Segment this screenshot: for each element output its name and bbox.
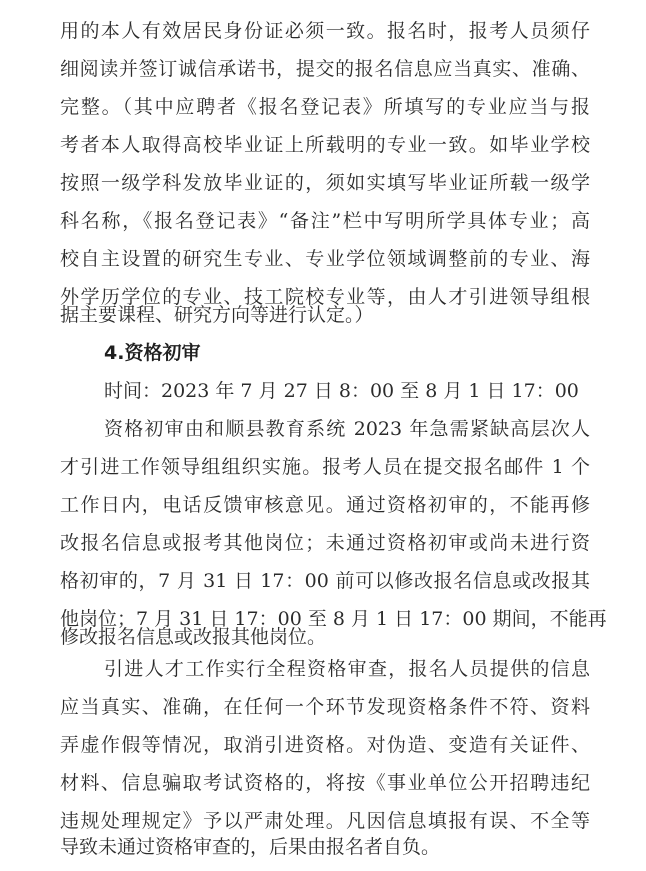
paragraph-1-line-4 bbox=[0, 126, 646, 164]
paragraph-1-line-6 bbox=[0, 202, 646, 240]
paragraph-1-text-4: 考者本人取得高校毕业证上所载明的专业一致。如毕业学校 bbox=[60, 134, 590, 156]
paragraph-1-text-3: 完整。（其中应聘者《报名登记表》所填写的专业应当与报 bbox=[60, 96, 590, 118]
paragraph-2-line-2 bbox=[0, 448, 646, 486]
paragraph-1-line-5 bbox=[0, 164, 646, 202]
paragraph-3-line-2 bbox=[0, 688, 646, 726]
paragraph-2-line-5 bbox=[0, 562, 646, 600]
paragraph-2-text-5: 格初审的，7 月 31 日 17：00 前可以修改报名信息或改报其 bbox=[60, 570, 590, 592]
paragraph-2-text-4: 改报名信息或报考其他岗位；未通过资格初审或尚未进行资 bbox=[60, 532, 590, 554]
paragraph-1-text-5: 按照一级学科发放毕业证的，须如实填写毕业证所载一级学 bbox=[60, 172, 590, 194]
paragraph-3-text-1: 引进人才工作实行全程资格审查，报名人员提供的信息 bbox=[104, 658, 590, 680]
paragraph-1-line-3 bbox=[0, 88, 646, 126]
paragraph-3-line-6 bbox=[0, 828, 646, 866]
paragraph-2-line-1 bbox=[0, 410, 646, 448]
paragraph-2-line-4 bbox=[0, 524, 646, 562]
paragraph-3-text-4: 材料、信息骗取考试资格的，将按《事业单位公开招聘违纪 bbox=[60, 772, 590, 794]
paragraph-1-text-9: 据主要课程、研究方向等进行认定。） bbox=[60, 304, 374, 326]
paragraph-1-line-2 bbox=[0, 50, 646, 88]
paragraph-1-text-8: 外学历学位的专业、技工院校专业等，由人才引进领导组根 bbox=[60, 286, 590, 308]
paragraph-3-text-6: 导致未通过资格审查的，后果由报名者自负。 bbox=[60, 836, 441, 858]
paragraph-1-line-7 bbox=[0, 240, 646, 278]
paragraph-1-line-9 bbox=[0, 296, 646, 334]
paragraph-1-line-1 bbox=[0, 12, 646, 50]
paragraph-2-text-6: 他岗位；7 月 31 日 17：00 至 8 月 1 日 17：00 期间，不能再 bbox=[60, 608, 607, 630]
paragraph-1-text-2: 细阅读并签订诚信承诺书，提交的报名信息应当真实、准确、 bbox=[60, 58, 590, 80]
paragraph-3-line-3 bbox=[0, 726, 646, 764]
paragraph-3-line-1 bbox=[0, 650, 646, 688]
paragraph-3-line-4 bbox=[0, 764, 646, 802]
time-text: 时间：2023 年 7 月 27 日 8：00 至 8 月 1 日 17：00 bbox=[104, 380, 579, 402]
paragraph-3-text-3: 弄虚作假等情况，取消引进资格。对伪造、变造有关证件、 bbox=[60, 734, 590, 756]
paragraph-2-text-1: 资格初审由和顺县教育系统 2023 年急需紧缺高层次人 bbox=[104, 418, 590, 440]
paragraph-2-text-3: 工作日内，电话反馈审核意见。通过资格初审的，不能再修 bbox=[60, 494, 590, 516]
paragraph-3-text-2: 应当真实、准确，在任何一个环节发现资格条件不符、资料 bbox=[60, 696, 590, 718]
paragraph-1-text-1: 用的本人有效居民身份证必须一致。报名时，报考人员须仔 bbox=[60, 20, 590, 42]
paragraph-2-line-3 bbox=[0, 486, 646, 524]
paragraph-2-text-2: 才引进工作领导组组织实施。报考人员在提交报名邮件 1 个 bbox=[60, 456, 590, 478]
paragraph-1-text-6: 科名称，《报名登记表》“备注”栏中写明所学具体专业；高 bbox=[60, 210, 590, 232]
paragraph-1-text-7: 校自主设置的研究生专业、专业学位领域调整前的专业、海 bbox=[60, 248, 590, 270]
paragraph-3-text-5: 违规处理规定》予以严肃处理。凡因信息填报有误、不全等 bbox=[60, 810, 590, 832]
paragraph-2-text-7: 修改报名信息或改报其他岗位。 bbox=[60, 626, 327, 648]
section-heading: 4.资格初审 bbox=[104, 342, 201, 364]
section-heading-line bbox=[0, 334, 646, 372]
time-line bbox=[0, 372, 646, 410]
